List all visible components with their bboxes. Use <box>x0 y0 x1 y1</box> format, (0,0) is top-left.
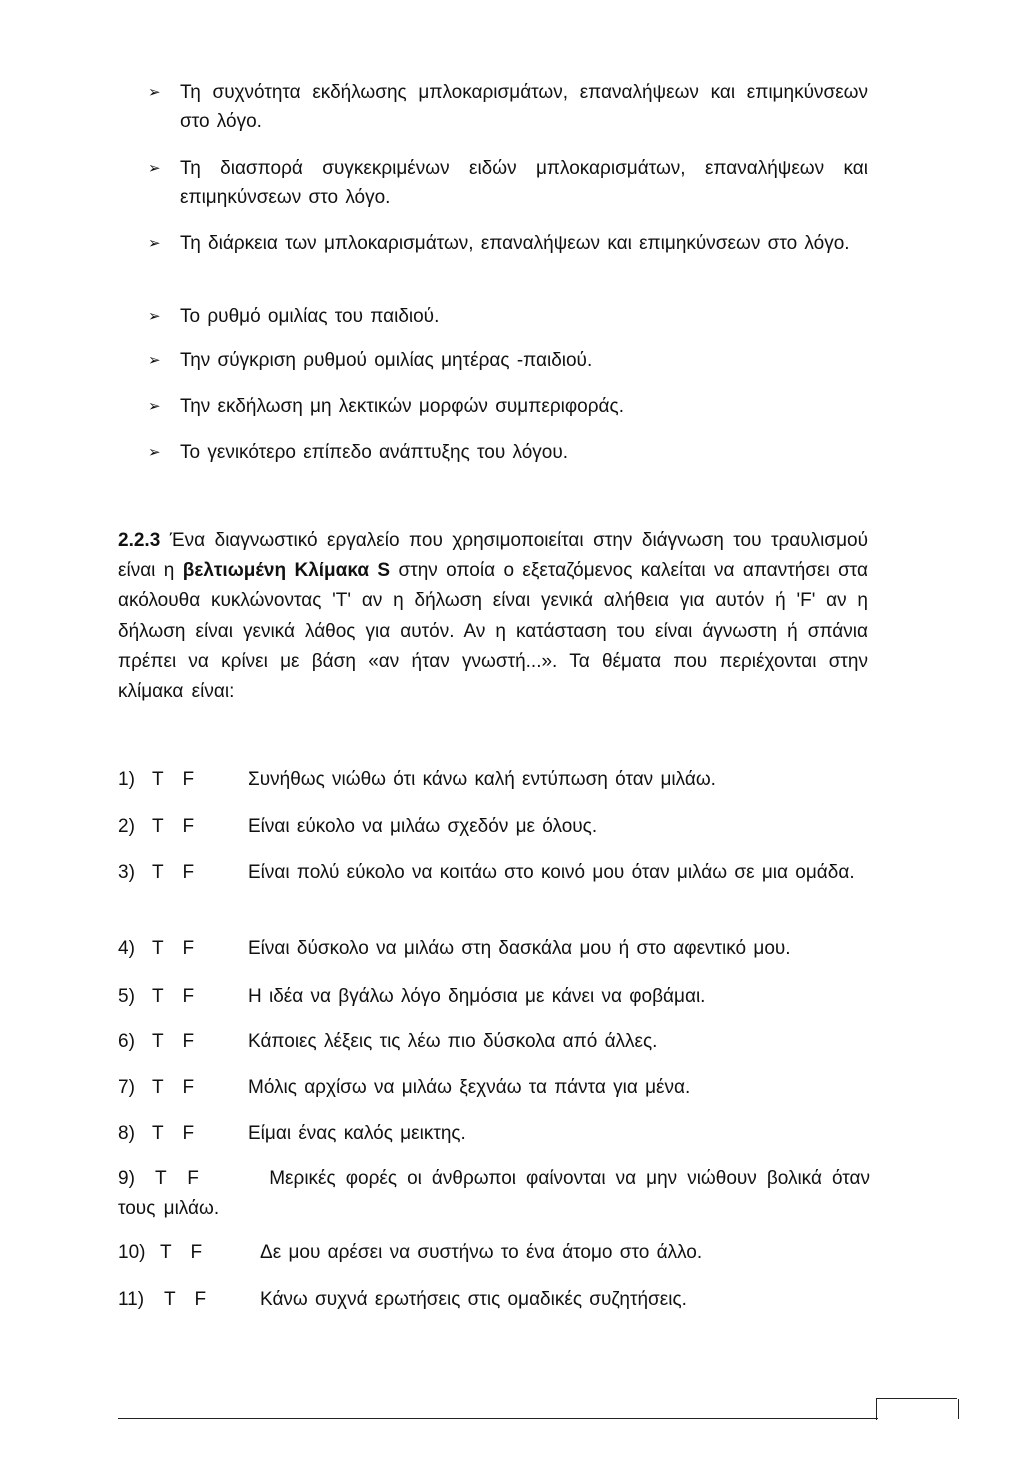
bullet-item <box>148 78 868 136</box>
item-number: 3) <box>118 862 135 883</box>
item-statement: Είναι πολύ εύκολο να κοιτάω στο κοινό μου όταν μιλάω σε μια ομάδα. <box>248 862 855 883</box>
scale-item <box>118 1119 870 1149</box>
scale-item <box>118 1238 870 1268</box>
arrow-bullet-icon: ➢ <box>148 84 161 101</box>
item-number: 5) <box>118 986 135 1007</box>
bullet-item <box>148 229 868 258</box>
item-true-false: T F <box>152 769 195 790</box>
arrow-bullet-icon: ➢ <box>148 160 161 177</box>
item-statement: Είναι δύσκολο να μιλάω στη δασκάλα μου ή στο αφεντικό μου. <box>248 938 791 959</box>
scale-item <box>118 934 870 964</box>
item-statement: Κάνω συχνά ερωτήσεις στις ομαδικές συζητήσεις. <box>260 1289 687 1310</box>
item-statement: Μερικές φορές οι άνθρωποι φαίνονται να μην νιώθουν βολικά όταν τους μιλάω. <box>118 1168 870 1219</box>
scale-item <box>118 1164 870 1224</box>
scale-item <box>118 982 870 1012</box>
bullet-text: Την εκδήλωση μη λεκτικών μορφών συμπεριφοράς. <box>180 396 624 417</box>
bullet-text: Το γενικότερο επίπεδο ανάπτυξης του λόγου. <box>180 442 569 463</box>
arrow-bullet-icon: ➢ <box>148 308 161 325</box>
bullet-item <box>148 346 868 375</box>
arrow-bullet-icon: ➢ <box>148 352 161 369</box>
footer-rule-mark <box>876 1398 957 1420</box>
item-statement: Η ιδέα να βγάλω λόγο δημόσια με κάνει να φοβάμαι. <box>248 986 706 1007</box>
footer-rule <box>118 1418 878 1419</box>
bullet-text: Την σύγκριση ρυθμού ομιλίας μητέρας -παιδιού. <box>180 350 593 371</box>
item-statement: Κάποιες λέξεις τις λέω πιο δύσκολα από άλλες. <box>248 1031 658 1052</box>
section-paragraph <box>118 526 868 707</box>
item-true-false: T F <box>164 1289 207 1310</box>
item-statement: Δε μου αρέσει να συστήνω το ένα άτομο στο άλλο. <box>260 1242 703 1263</box>
item-number: 6) <box>118 1031 135 1052</box>
item-true-false: T F <box>152 986 195 1007</box>
bullet-text: Τη συχνότητα εκδήλωσης μπλοκαρισμάτων, επαναλήψεων και επιμηκύνσεων στο λόγο. <box>180 82 868 132</box>
scale-item <box>118 1027 870 1057</box>
arrow-bullet-icon: ➢ <box>148 398 161 415</box>
item-number: 10) <box>118 1242 146 1263</box>
item-number: 1) <box>118 769 135 790</box>
item-number: 11) <box>118 1289 145 1310</box>
item-true-false: T F <box>152 862 195 883</box>
bullet-text: Τη διάρκεια των μπλοκαρισμάτων, επαναλήψεων και επιμηκύνσεων στο λόγο. <box>180 233 850 254</box>
scale-item <box>118 765 870 795</box>
item-statement: Είμαι ένας καλός μεικτης. <box>248 1123 466 1144</box>
bullet-item <box>148 392 868 421</box>
scale-item <box>118 1073 870 1103</box>
item-true-false: T F <box>152 1031 195 1052</box>
arrow-bullet-icon: ➢ <box>148 444 161 461</box>
bullet-text: Το ρυθμό ομιλίας του παιδιού. <box>180 306 440 327</box>
section-text-before: Ένα διαγνωστικό εργαλείο που χρησιμοποιείται στην διάγνωση του τραυλισμού είναι η <box>118 530 869 582</box>
scale-name: βελτιωμένη Κλίμακα S <box>182 560 391 582</box>
item-statement: Είναι εύκολο να μιλάω σχεδόν με όλους. <box>248 816 598 837</box>
item-true-false: T F <box>152 1123 195 1144</box>
arrow-bullet-icon: ➢ <box>148 235 161 252</box>
footer-rule-mark <box>958 1399 979 1419</box>
bullet-item <box>148 438 868 467</box>
bullet-text: Τη διασπορά συγκεκριμένων ειδών μπλοκαρισμάτων, επαναλήψεων και επιμηκύνσεων στο λόγο. <box>180 158 868 208</box>
item-true-false: T F <box>152 816 195 837</box>
item-true-false: T F <box>155 1168 199 1189</box>
item-true-false: T F <box>152 938 195 959</box>
item-number: 2) <box>118 816 135 837</box>
bullet-item <box>148 302 868 331</box>
bullet-item <box>148 154 868 212</box>
item-statement: Συνήθως νιώθω ότι κάνω καλή εντύπωση όταν μιλάω. <box>248 769 716 790</box>
item-number: 8) <box>118 1123 135 1144</box>
scale-item <box>118 1285 870 1315</box>
scale-item <box>118 812 870 842</box>
item-true-false: T F <box>152 1077 195 1098</box>
scale-item <box>118 858 870 888</box>
item-true-false: T F <box>160 1242 203 1263</box>
item-number: 9) <box>118 1168 135 1189</box>
section-text-after: στην οποία ο εξεταζόμενος καλείται να απαντήσει στα ακόλουθα κυκλώνοντας 'T' αν η δήλωση είναι γενικά αλήθεια για αυτόν ή 'F' αν η δήλωση είναι γενικά λάθος για αυτόν. Αν η κατάσταση του είναι άγνωστη ή σπάνια πρέπει να κρίνει με βάση «αν ήταν γνωστή...». Τα θέματα που περιέχονται στην κλίμακα είναι: <box>118 560 869 703</box>
item-statement: Μόλις αρχίσω να μιλάω ξεχνάω τα πάντα για μένα. <box>248 1077 691 1098</box>
item-number: 4) <box>118 938 135 959</box>
section-number: 2.2.3 <box>118 530 161 551</box>
item-number: 7) <box>118 1077 135 1098</box>
